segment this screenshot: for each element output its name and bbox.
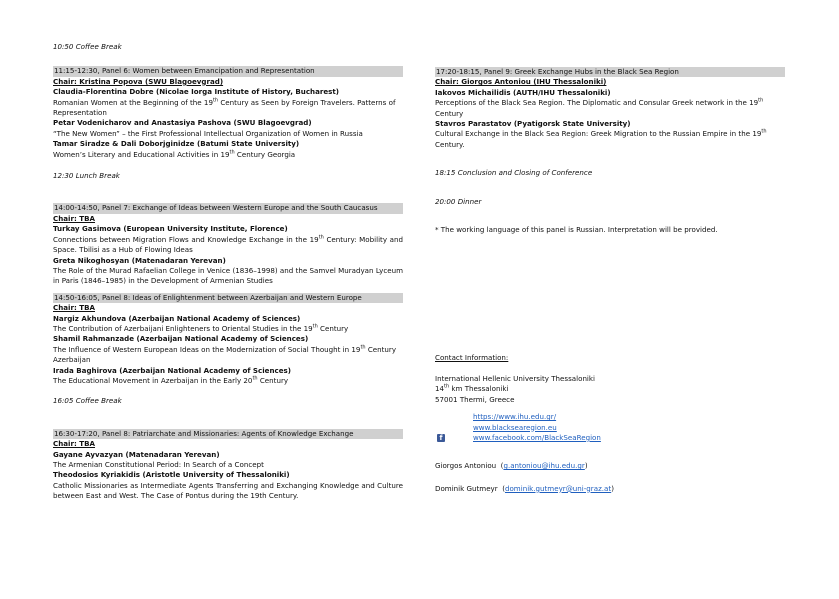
speaker: Greta Nikoghosyan (Matenadaran Yerevan)	[53, 255, 226, 265]
email-link[interactable]: dominik.gutmeyr@uni-graz.at	[504, 483, 612, 493]
panel-chair: Chair: TBA	[53, 303, 96, 313]
speaker: Gayane Ayvazyan (Matenadaran Yerevan)	[53, 449, 220, 459]
panel-8-enlightenment	[53, 293, 403, 387]
speaker: Stavros Parastatov (Pyatigorsk State University)	[435, 119, 631, 129]
talk-title: The Contribution of Azerbaijani Enlighteners to Oriental Studies in the 19th Century	[53, 323, 349, 333]
talk-title: Catholic Missionaries as Intermediate Agents Transferring and Exchanging Knowledge and Culture between East and West. The Case of Pontus during the 19th Century.	[53, 480, 403, 501]
contact-heading: Contact Information:	[435, 353, 509, 363]
panel-chair: Chair: Giorgos Antoniou (IHU Thessaloniki)	[435, 77, 607, 87]
blacksea-link[interactable]: www.blacksearegion.eu	[473, 422, 557, 432]
panel-header: 16:30-17:20, Panel 8: Patriarchate and Missionaries: Agents of Knowledge Exchange	[53, 429, 403, 439]
panel-9	[435, 67, 785, 150]
contact-org: International Hellenic University Thessaloniki	[435, 373, 595, 383]
facebook-link[interactable]: www.facebook.com/BlackSeaRegion	[473, 432, 601, 442]
panel-7	[53, 203, 403, 286]
panel-header: 14:00-14:50, Panel 7: Exchange of Ideas between Western Europe and the South Caucasus	[53, 203, 403, 213]
talk-title: The Influence of Western European Ideas on the Modernization of Social Thought in 19th Century Azerbaijan	[53, 344, 397, 365]
email-link[interactable]: g.antoniou@ihu.edu.gr	[503, 461, 585, 471]
coffee-break-1: 10:50 Coffee Break	[53, 42, 122, 51]
speaker: Iakovos Michailidis (AUTH/IHU Thessaloniki)	[435, 87, 611, 97]
panel-chair: Chair: TBA	[53, 213, 96, 223]
talk-title: Cultural Exchange in the Black Sea Region: Greek Migration to the Russian Empire in the 19th Century.	[435, 129, 767, 149]
contact-person-1: Giorgos Antoniou (g.antoniou@ihu.edu.gr)	[435, 461, 588, 471]
talk-title: The Armenian Constitutional Period: In Search of a Concept	[53, 460, 264, 469]
speaker: Irada Baghirova (Azerbaijan National Academy of Sciences)	[53, 365, 292, 375]
panel-header: 14:50-16:05, Panel 8: Ideas of Enlightenment between Azerbaijan and Western Europe	[53, 293, 403, 303]
talk-title: Connections between Migration Flows and Knowledge Exchange in the 19th Century: Mobility and Space. Tbilisi as a Hub of Flowing Ideas	[53, 234, 404, 255]
speaker: Theodosios Kyriakidis (Aristotle University of Thessaloniki)	[53, 470, 290, 480]
language-note: * The working language of this panel is Russian. Interpretation will be provided.	[435, 225, 718, 235]
speaker: Nargiz Akhundova (Azerbaijan National Academy of Sciences)	[53, 313, 301, 323]
talk-title: Romanian Women at the Beginning of the 19th Century as Seen by Foreign Travelers. Patterns of Representation	[53, 97, 396, 118]
coffee-break-2: 16:05 Coffee Break	[53, 396, 122, 406]
ihu-link[interactable]: https://www.ihu.edu.gr/	[473, 412, 557, 422]
person-name: Giorgos Antoniou	[435, 461, 497, 471]
links-block	[435, 412, 785, 443]
contact-section	[435, 353, 785, 494]
panel-chair: Chair: TBA	[53, 439, 96, 449]
facebook-icon[interactable]: f	[437, 434, 445, 442]
talk-title: Perceptions of the Black Sea Region. The Diplomatic and Consular Greek network in the 19th Century	[435, 97, 764, 118]
lunch-break: 12:30 Lunch Break	[53, 171, 120, 181]
speaker: Shamil Rahmanzade (Azerbaijan National Academy of Sciences)	[53, 334, 309, 344]
talk-title: The Role of the Murad Rafaelian College in Venice (1836–1998) and the Samvel Muradyan Lyceum in Paris (1846–1985) in the Development of Armenian Studies	[53, 265, 403, 286]
panel-8-patriarchate	[53, 429, 403, 502]
panel-header: 17:20-18:15, Panel 9: Greek Exchange Hubs in the Black Sea Region	[435, 67, 785, 77]
panel-header: 11:15-12:30, Panel 6: Women between Emancipation and Representation	[53, 66, 403, 76]
left-column	[53, 42, 403, 502]
speaker: Tamar Siradze & Dali Doborjginidze (Batumi State University)	[53, 139, 300, 149]
speaker: Turkay Gasimova (European University Institute, Florence)	[53, 224, 288, 234]
closing-conference: 18:15 Conclusion and Closing of Conference	[435, 168, 593, 178]
contact-address: 14th km Thessaloniki	[435, 383, 509, 394]
panel-6	[53, 66, 403, 160]
right-column	[435, 67, 785, 494]
dinner: 20:00 Dinner	[435, 196, 482, 206]
talk-title: The Educational Movement in Azerbaijan in the Early 20th Century	[53, 375, 289, 385]
person-name: Dominik Gutmeyr	[435, 483, 498, 493]
talk-title: Women’s Literary and Educational Activities in 19th Century Georgia	[53, 149, 296, 159]
panel-chair: Chair: Kristina Popova (SWU Blagoevgrad)	[53, 76, 224, 86]
speaker: Petar Vodenicharov and Anastasiya Pashova (SWU Blagoevgrad)	[53, 118, 312, 128]
contact-city: 57001 Thermi, Greece	[435, 394, 515, 404]
talk-title: “The New Women” – the First Professional Intellectual Organization of Women in Russia	[53, 128, 363, 138]
speaker: Claudia-Florentina Dobre (Nicolae Iorga Institute of History, Bucharest)	[53, 87, 340, 97]
contact-person-2: Dominik Gutmeyr (dominik.gutmeyr@uni-graz.at)	[435, 483, 614, 493]
